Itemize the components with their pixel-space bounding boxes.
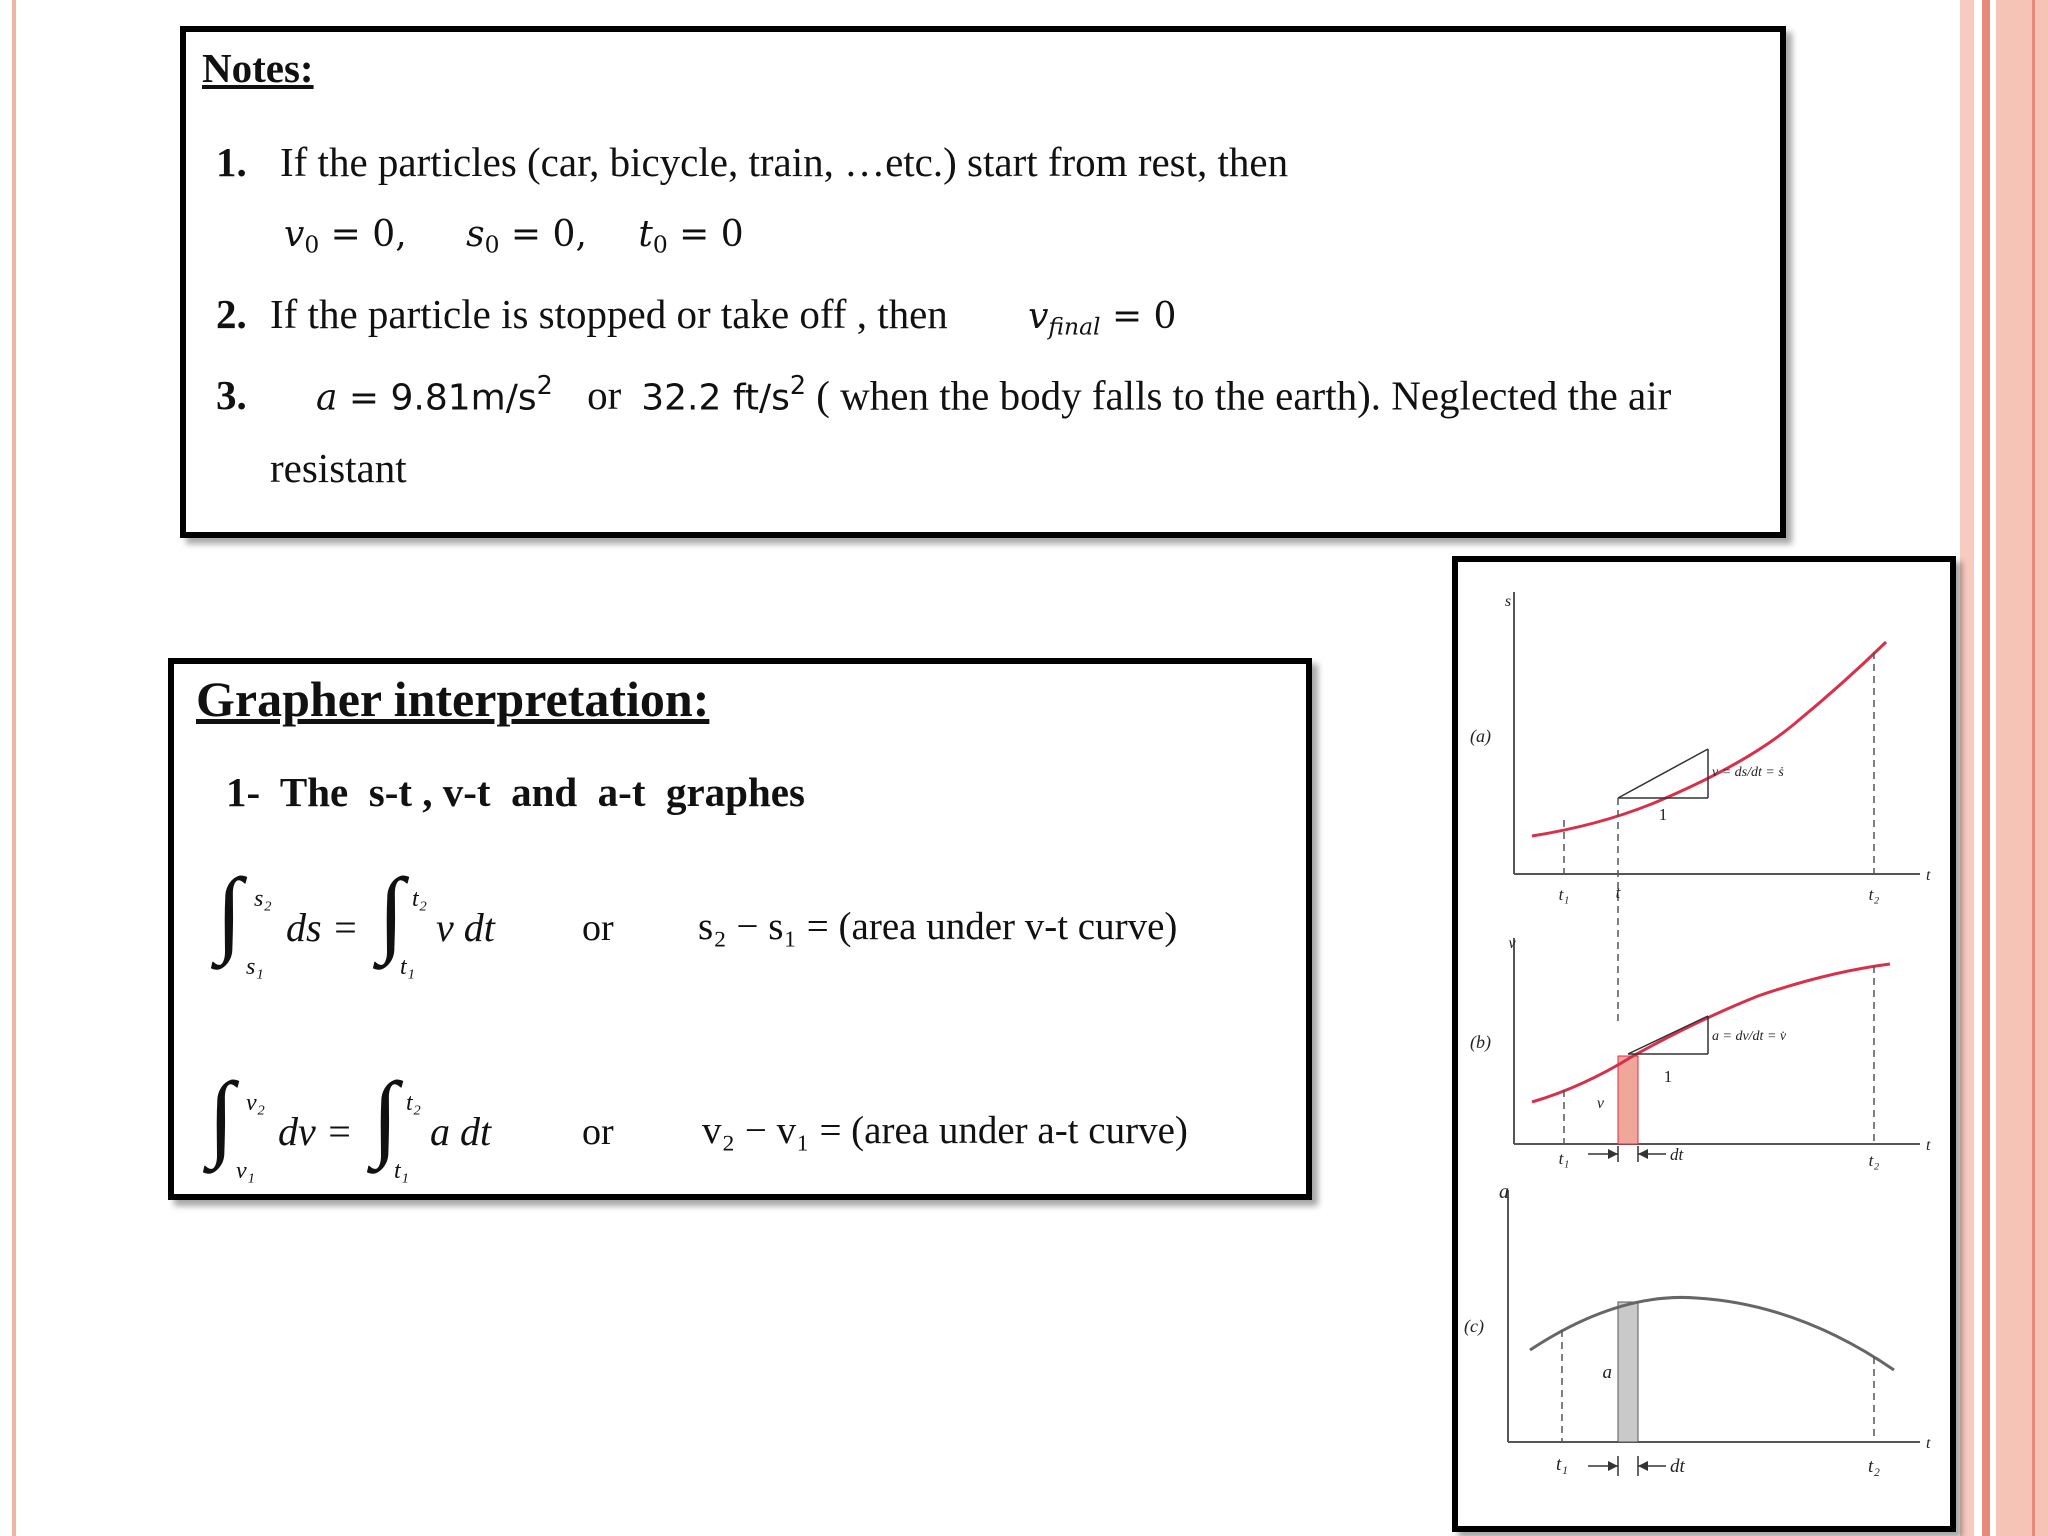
panel-a <box>1470 592 1931 1022</box>
a-t-curve <box>1530 1297 1894 1370</box>
integral-sign: ∫ <box>372 1062 399 1169</box>
lower-limit: t₁ <box>400 954 416 980</box>
panel-label: (b) <box>1470 1032 1491 1052</box>
axis-label-y: s <box>1504 593 1512 610</box>
sub-zero: 0 <box>304 230 320 259</box>
tick-label-t2: t₂ <box>1868 1456 1880 1477</box>
var-v: v <box>284 214 305 255</box>
note-number-2: 2. <box>216 291 247 337</box>
slope-label: a = dv/dt = v̇ <box>1712 1029 1787 1044</box>
a-label: a <box>1602 1362 1612 1383</box>
note-item-3 <box>216 370 1671 419</box>
note-equation-2 <box>1028 296 1177 341</box>
tangent-line <box>1628 1016 1708 1054</box>
v-label: v <box>1596 1095 1604 1112</box>
note-item-1 <box>216 138 1288 186</box>
figure-box <box>1452 556 1956 1532</box>
integral-sign: ∫ <box>208 1062 235 1169</box>
eq-zero: = 0 <box>499 214 576 255</box>
integral-sign: ∫ <box>378 858 405 965</box>
s-t-curve <box>1532 642 1886 836</box>
tick-label-t1: t₁ <box>1556 1454 1568 1475</box>
decor-strip-accent <box>1982 0 1990 1536</box>
panel-c <box>1464 1181 1931 1477</box>
eq-zero: = 0 <box>1100 296 1177 337</box>
sub-final: final <box>1048 312 1101 341</box>
axis-label-y: a <box>1499 1181 1509 1203</box>
dt-label: dt <box>1670 1456 1685 1477</box>
note-text-3: ( when the body falls to the earth). Neglected the air <box>806 372 1672 419</box>
square: 2 <box>536 370 553 400</box>
or-text: or <box>587 372 622 419</box>
note-equation-1: $v_0 = 0$, $s_0 = 0$, $t_0 = 0$ <box>284 214 744 259</box>
axis-label-x: t <box>1926 867 1931 884</box>
sub-zero: 0 <box>652 230 668 259</box>
v-t-curve <box>1532 964 1890 1102</box>
rhs: v dt <box>436 905 495 950</box>
upper-limit: s₂ <box>254 886 272 912</box>
lhs: dv = <box>278 1109 353 1154</box>
note-number-1: 1. <box>216 139 247 185</box>
area-under-a-curve <box>1618 1302 1638 1442</box>
result: v₂ − v₁ = (area under a-t curve) <box>702 1109 1188 1152</box>
decor-strip-wide <box>1996 0 2048 1536</box>
note-number-3: 3. <box>216 372 247 419</box>
square: 2 <box>789 370 807 400</box>
axis-label-x: t <box>1926 1137 1931 1154</box>
var-v: v <box>1028 296 1049 337</box>
decor-strip-left <box>12 0 16 1536</box>
tick-label-t2: t₂ <box>1868 885 1880 904</box>
slope-label: v = ds/dt = ṡ <box>1712 765 1784 780</box>
gravity-si: = 9.81m/s <box>337 377 537 419</box>
run-label: 1 <box>1658 805 1668 824</box>
upper-limit: t₂ <box>406 1090 422 1116</box>
lower-limit: v₁ <box>236 1158 255 1184</box>
run-label: 1 <box>1663 1067 1673 1086</box>
note-item-2 <box>216 290 1176 341</box>
tick-label-t1: t₁ <box>1558 1149 1570 1168</box>
dt-arrowhead-right <box>1638 1149 1648 1159</box>
integral-sign: ∫ <box>216 858 243 965</box>
decor-strip-thin <box>2032 0 2035 1536</box>
area-under-v-curve <box>1618 1056 1638 1144</box>
lhs: ds = <box>286 905 359 950</box>
dt-arrowhead-left <box>1608 1149 1618 1159</box>
upper-limit: v₂ <box>246 1090 265 1116</box>
grapher-title: Grapher interpretation: <box>196 671 710 727</box>
kinematics-figure <box>1458 562 1950 1526</box>
dt-label: dt <box>1670 1145 1684 1164</box>
panel-b <box>1470 935 1931 1170</box>
notes-box <box>180 26 1786 538</box>
or-text: or <box>582 1111 614 1153</box>
var-a: a <box>316 377 338 419</box>
result: s₂ − s₁ = (area under v-t curve) <box>698 905 1178 948</box>
eq-zero: = 0 <box>319 214 396 255</box>
or-text: or <box>582 907 614 949</box>
lower-limit: t₁ <box>394 1158 410 1184</box>
note-item-3-cont: resistant <box>270 445 407 491</box>
tick-label-t2: t₂ <box>1868 1151 1880 1170</box>
lower-limit: s₁ <box>246 954 264 980</box>
panel-label: (a) <box>1470 726 1491 746</box>
grapher-subtitle: 1- The s-t , v-t and a-t graphes <box>226 769 805 815</box>
note-text-1: If the particles (car, bicycle, train, …etc.) start from rest, then <box>280 139 1289 185</box>
axis-label-x: t <box>1926 1435 1931 1452</box>
panel-label: (c) <box>1464 1316 1484 1336</box>
grapher-box <box>168 658 1312 1200</box>
gravity-us: 32.2 ft/s <box>641 377 790 419</box>
rhs: a dt <box>430 1109 492 1154</box>
notes-title: Notes: <box>202 45 314 91</box>
dt-arrowhead-right <box>1638 1461 1648 1471</box>
note-text-2: If the particle is stopped or take off , then <box>270 291 948 337</box>
var-s: s <box>466 214 485 255</box>
tangent-line <box>1618 749 1708 798</box>
tick-label-t: t <box>1615 883 1621 902</box>
var-t: t <box>638 214 653 255</box>
axis-label-y: v <box>1508 935 1516 952</box>
decor-strip-light <box>1960 0 1974 1536</box>
upper-limit: t₂ <box>412 886 428 912</box>
eq-zero: = 0 <box>667 214 744 255</box>
tick-label-t1: t₁ <box>1558 885 1570 904</box>
dt-arrowhead-left <box>1608 1461 1618 1471</box>
sub-zero: 0 <box>484 230 500 259</box>
